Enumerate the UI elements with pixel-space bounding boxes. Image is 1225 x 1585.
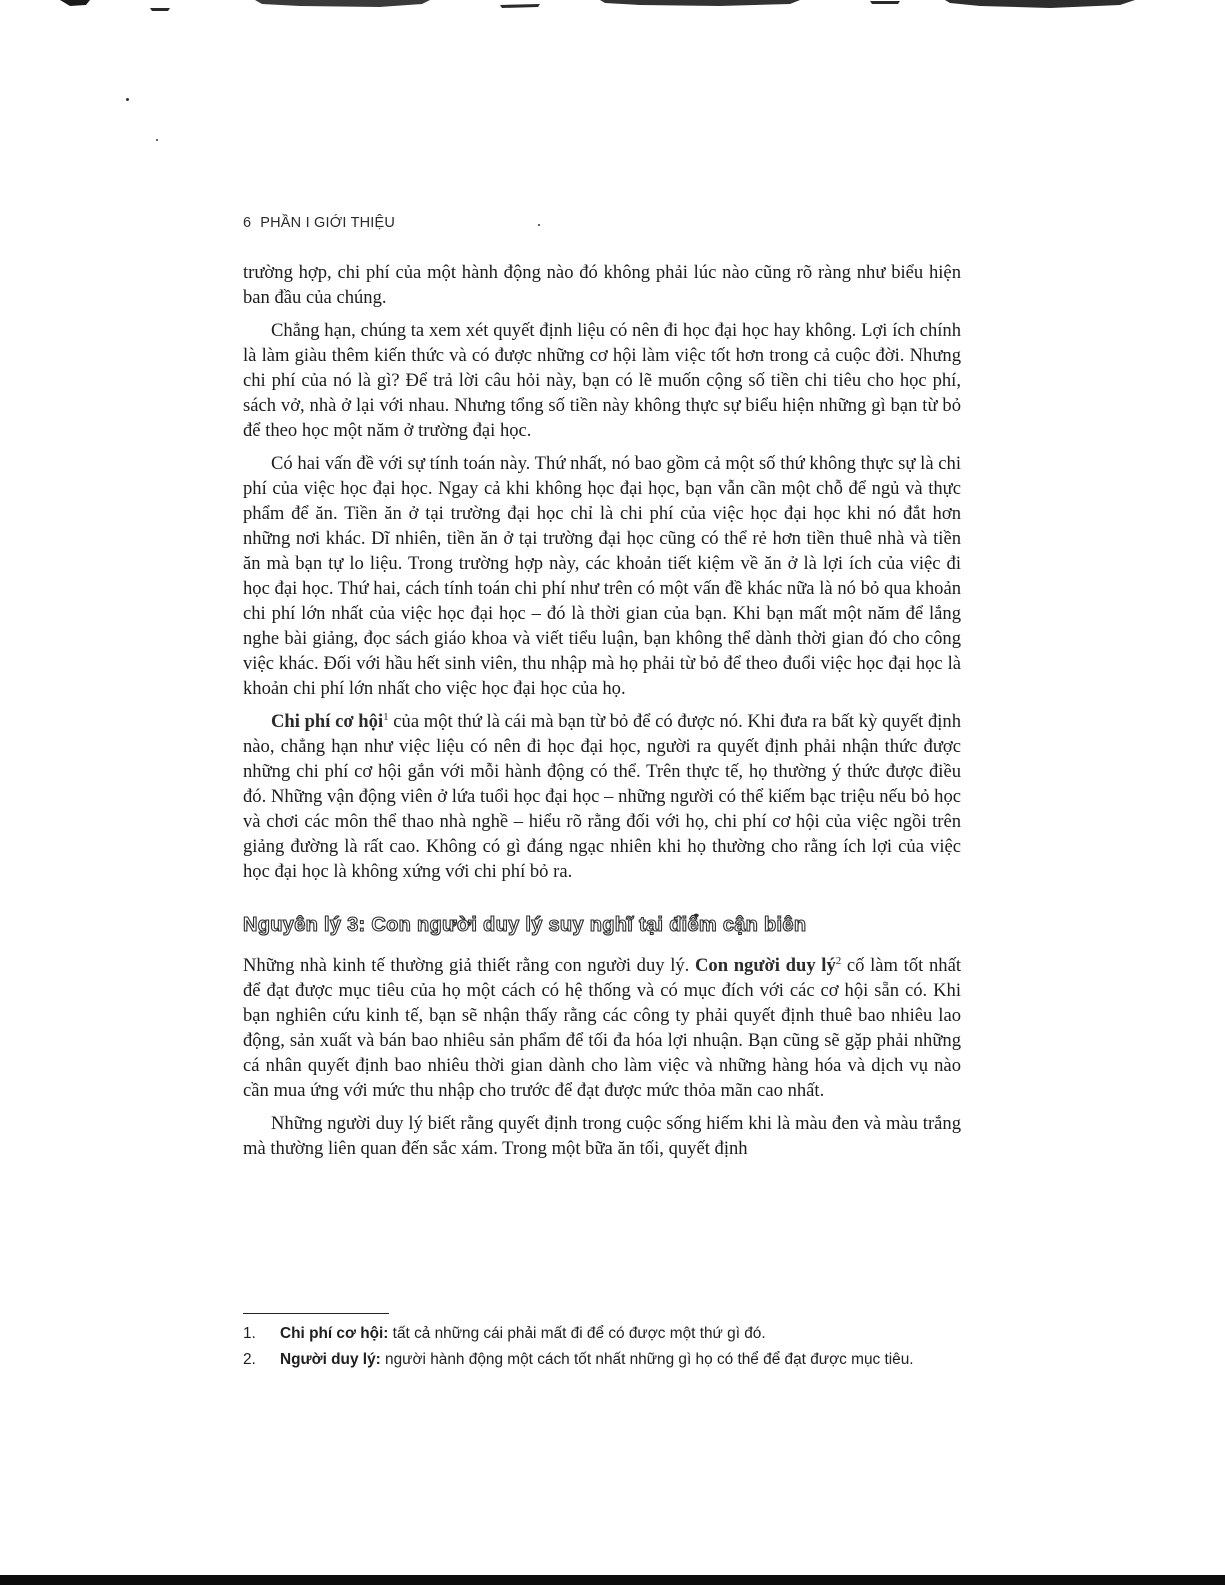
- footnote-text: người hành động một cách tốt nhất những gì họ có thể để đạt được mục tiêu.: [380, 1351, 914, 1368]
- paragraph: [243, 709, 961, 884]
- footnote-body: [280, 1322, 961, 1346]
- paragraph: Những người duy lý biết rằng quyết định trong cuộc sống hiếm khi là màu đen và màu trắng mà thường liên quan đến sắc xám. Trong một bữa ăn tối, quyết định: [243, 1113, 961, 1159]
- page-header: [243, 215, 395, 231]
- footnote-term: Người duy lý:: [280, 1351, 381, 1368]
- footnote-text: tất cả những cái phải mất đi để có được một thứ gì đó.: [388, 1325, 766, 1342]
- running-title: PHẦN I GIỚI THIỆU: [260, 215, 396, 231]
- paragraph-text: cố làm tốt nhất để đạt được mục tiêu của họ một cách có hệ thống và có mục đích với các cơ hội sẵn có. Khi bạn nghiên cứu kinh tế, bạn sẽ nhận thấy rằng các công ty phải quyết định thuê bao nhiêu lao động, sản xuất và bán bao nhiêu sản phẩm để tối đa hóa lợi nhuận. Bạn cũng sẽ gặp phải những cá nhân quyết định bao nhiêu thời gian dành cho làm việc và những hàng hóa và dịch vụ nào cần mua ứng với mức thu nhập cho trước để đạt được mức thỏa mãn cao nhất.: [243, 955, 961, 1101]
- page-number: 6: [243, 215, 252, 231]
- section-heading: Nguyên lý 3: Con người duy lý suy nghĩ tại điểm cận biên: [243, 914, 807, 936]
- footnote-number: 2.: [243, 1351, 256, 1368]
- paragraph-text: của một thứ là cái mà bạn từ bỏ để có được nó. Khi đưa ra bất kỳ quyết định nào, chẳng hạn như việc liệu có nên đi học đại học, người ra quyết định phải nhận thức được những chi phí cơ hội gắn với mỗi hành động có thể. Trên thực tế, họ thường ý thức được điều đó. Những vận động viên ở lứa tuổi học đại học – những người có thể kiếm bạc triệu nếu bỏ học và chơi các môn thể thao nhà nghề – hiểu rõ rằng đối với họ, chi phí cơ hội của việc ngồi trên giảng đường là rất cao. Không có gì đáng ngạc nhiên khi họ thường cho rằng ích lợi của việc học đại học là không xứng với chi phí bỏ ra.: [243, 711, 961, 882]
- paragraph: [243, 953, 961, 1103]
- footnotes: [243, 1313, 961, 1374]
- footnote: [243, 1322, 961, 1346]
- key-term: Con người duy lý: [694, 955, 836, 976]
- footnote-ref: 2: [835, 954, 842, 967]
- footnote-rule: [243, 1313, 389, 1314]
- footnote-term: Chi phí cơ hội:: [280, 1325, 389, 1342]
- paragraph-continued: trường hợp, chi phí của một hành động nào đó không phải lúc nào cũng rõ ràng như biểu hiện ban đầu của chúng.: [243, 262, 961, 308]
- scan-speck: [126, 98, 129, 101]
- footnote-ref: 1: [383, 710, 389, 723]
- paragraph-text: Những nhà kinh tế thường giả thiết rằng con người duy lý.: [243, 955, 695, 976]
- body-text: [243, 260, 961, 1161]
- paragraph: Có hai vấn đề với sự tính toán này. Thứ nhất, nó bao gồm cả một số thứ không thực sự là chi phí của việc học đại học. Ngay cả khi không học đại học, bạn vẫn cần một chỗ để ngủ và thực phẩm để ăn. Tiền ăn ở tại trường đại học chỉ là chi phí của việc học đại học khi nó đắt hơn những nơi khác. Dĩ nhiên, tiền ăn ở tại trường đại học cũng có thể rẻ hơn tiền thuê nhà và tiền ăn mà bạn tự lo liệu. Trong trường hợp này, các khoản tiết kiệm về ăn ở là lợi ích của việc đi học đại học. Thứ hai, cách tính toán chi phí như trên có một vấn đề khác nữa là nó bỏ qua khoản chi phí lớn nhất của việc học đại học – đó là thời gian của bạn. Khi bạn mất một năm để lắng nghe bài giảng, đọc sách giáo khoa và viết tiểu luận, bạn không thể dành thời gian đó cho công việc khác. Đối với hầu hết sinh viên, thu nhập mà họ phải từ bỏ để theo đuổi việc học đại học là khoản chi phí lớn nhất cho việc học đại học của họ.: [243, 453, 961, 699]
- scan-bottom-edge: [0, 1575, 1225, 1585]
- scan-speck: [156, 139, 158, 141]
- footnote-number: 1.: [243, 1325, 256, 1342]
- footnote: [243, 1348, 961, 1372]
- key-term: Chi phí cơ hội: [271, 711, 384, 732]
- scan-edge-artifact: [0, 0, 1225, 14]
- paragraph: Chẳng hạn, chúng ta xem xét quyết định liệu có nên đi học đại học hay không. Lợi ích chính là làm giàu thêm kiến thức và có được những cơ hội làm việc tốt hơn trong cả cuộc đời. Nhưng chi phí của nó là gì? Để trả lời câu hỏi này, bạn có lẽ muốn cộng số tiền chi tiêu cho học phí, sách vở, nhà ở lại với nhau. Nhưng tổng số tiền này không thực sự biểu hiện những gì bạn từ bỏ để theo học một năm ở trường đại học.: [243, 320, 961, 441]
- scan-speck: [538, 224, 540, 226]
- footnote-body: [280, 1348, 961, 1372]
